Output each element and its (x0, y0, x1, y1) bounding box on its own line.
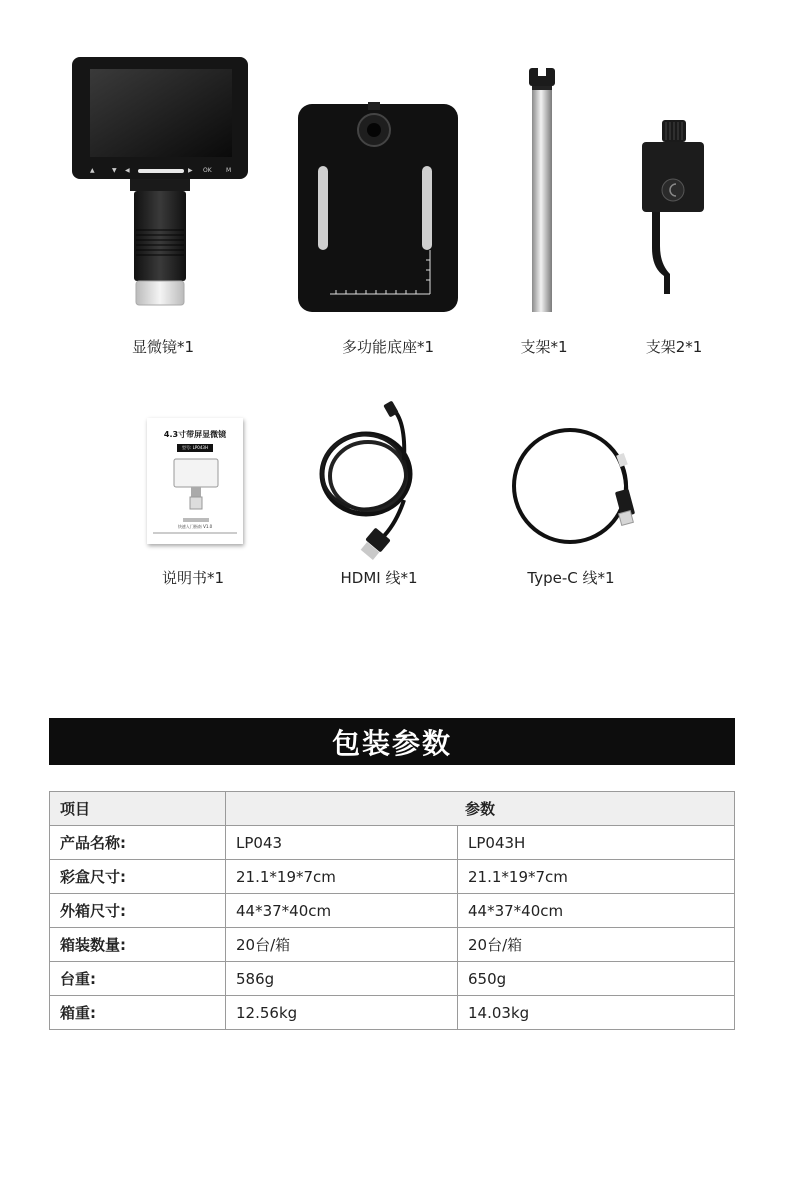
support-rod-image (526, 66, 560, 318)
manual-footer: 快速入门指南 V1.0 (177, 524, 213, 529)
caption-typec: Type-C 线*1 (527, 569, 615, 587)
table-row (50, 826, 735, 860)
header-params: 参数 (226, 792, 735, 826)
packaging-banner (49, 718, 735, 765)
row-label: 台重: (50, 962, 226, 996)
m-button-label: M (226, 167, 232, 174)
row-label: 箱装数量: (50, 928, 226, 962)
row-value-1: 20台/箱 (226, 928, 458, 962)
svg-text:▼: ▼ (112, 167, 117, 174)
caption-hdmi: HDMI 线*1 (340, 569, 418, 587)
base-plate-image (296, 100, 460, 319)
row-value-2: 650g (458, 962, 735, 996)
row-value-2: 14.03kg (458, 996, 735, 1030)
row-value-1: 21.1*19*7cm (226, 860, 458, 894)
row-value-2: 21.1*19*7cm (458, 860, 735, 894)
banner-title: 包装参数 (331, 726, 452, 760)
caption-bracket2: 支架2*1 (645, 338, 703, 356)
hdmi-cable-image (316, 400, 424, 566)
row-value-2: 44*37*40cm (458, 894, 735, 928)
table-row (50, 860, 735, 894)
row-value-2: 20台/箱 (458, 928, 735, 962)
microscope-image (70, 55, 250, 314)
row-label: 产品名称: (50, 826, 226, 860)
svg-text:◀: ◀ (125, 167, 130, 174)
table-row (50, 962, 735, 996)
row-label: 箱重: (50, 996, 226, 1030)
row-value-1: LP043 (226, 826, 458, 860)
manual-title: 4.3寸带屏显微镜 (163, 430, 227, 439)
row-value-2: LP043H (458, 826, 735, 860)
caption-manual: 说明书*1 (161, 569, 225, 587)
caption-microscope: 显微镜*1 (131, 338, 195, 356)
svg-text:▲: ▲ (90, 167, 95, 174)
table-row (50, 928, 735, 962)
row-value-1: 586g (226, 962, 458, 996)
manual-badge: 型号: LP043H (177, 444, 213, 452)
header-item: 项目 (50, 792, 226, 826)
bracket-image (640, 118, 708, 302)
table-row (50, 894, 735, 928)
table-row (50, 996, 735, 1030)
ok-button-label: OK (203, 167, 212, 174)
row-label: 外箱尺寸: (50, 894, 226, 928)
manual-image (147, 418, 243, 544)
packaging-spec-table (49, 791, 735, 1030)
caption-base: 多功能底座*1 (341, 338, 435, 356)
caption-support: 支架*1 (520, 338, 568, 356)
svg-text:▶: ▶ (188, 167, 193, 174)
manual-text-line (153, 532, 237, 534)
row-value-1: 12.56kg (226, 996, 458, 1030)
typec-cable-image (510, 424, 650, 554)
row-value-1: 44*37*40cm (226, 894, 458, 928)
table-header-row (50, 792, 735, 826)
row-label: 彩盒尺寸: (50, 860, 226, 894)
